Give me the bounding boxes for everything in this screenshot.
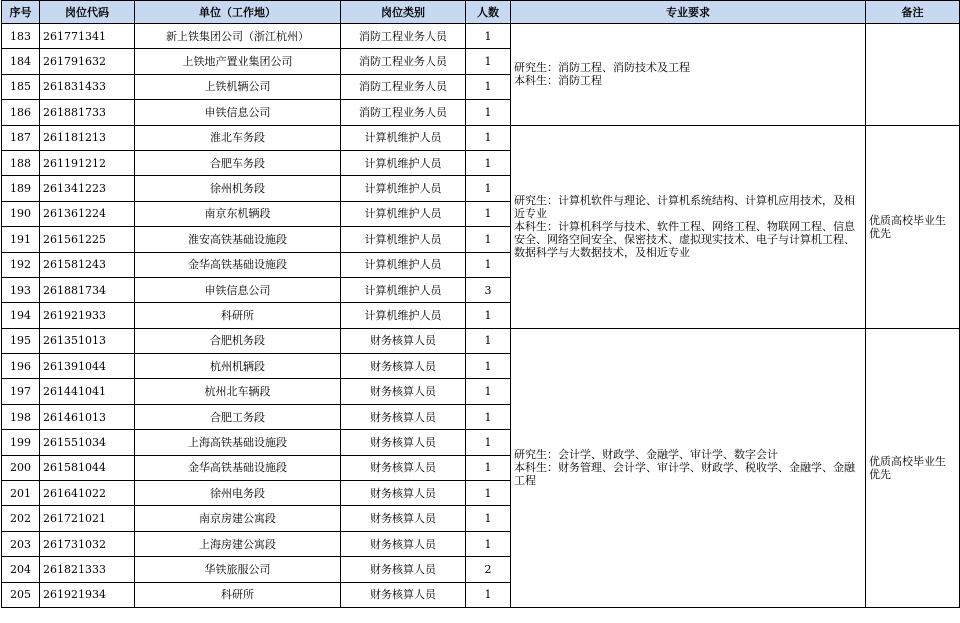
cell-code: 261461013 bbox=[40, 404, 135, 429]
cell-unit: 上海房建公寓段 bbox=[135, 531, 341, 556]
cell-unit: 合肥机务段 bbox=[135, 328, 341, 353]
cell-unit: 南京东机辆段 bbox=[135, 201, 341, 226]
cell-unit: 杭州北车辆段 bbox=[135, 379, 341, 404]
cell-code: 261881733 bbox=[40, 100, 135, 125]
cell-code: 261881734 bbox=[40, 277, 135, 302]
cell-seq: 184 bbox=[2, 49, 40, 74]
cell-seq: 192 bbox=[2, 252, 40, 277]
cell-code: 261771341 bbox=[40, 24, 135, 49]
cell-code: 261561225 bbox=[40, 227, 135, 252]
cell-unit: 上海高铁基础设施段 bbox=[135, 430, 341, 455]
positions-table bbox=[1, 0, 960, 608]
cell-unit: 申铁信息公司 bbox=[135, 100, 341, 125]
cell-code: 261821333 bbox=[40, 557, 135, 582]
cell-category: 财务核算人员 bbox=[341, 404, 466, 429]
cell-unit: 科研所 bbox=[135, 582, 341, 607]
cell-seq: 185 bbox=[2, 74, 40, 99]
cell-count: 1 bbox=[466, 49, 511, 74]
cell-unit: 科研所 bbox=[135, 303, 341, 328]
cell-category: 消防工程业务人员 bbox=[341, 100, 466, 125]
cell-seq: 205 bbox=[2, 582, 40, 607]
cell-unit: 徐州机务段 bbox=[135, 176, 341, 201]
cell-seq: 189 bbox=[2, 176, 40, 201]
cell-count: 1 bbox=[466, 74, 511, 99]
cell-seq: 194 bbox=[2, 303, 40, 328]
header-category: 岗位类别 bbox=[341, 1, 466, 24]
cell-category: 财务核算人员 bbox=[341, 557, 466, 582]
cell-category: 计算机维护人员 bbox=[341, 201, 466, 226]
cell-category: 消防工程业务人员 bbox=[341, 24, 466, 49]
cell-count: 3 bbox=[466, 277, 511, 302]
cell-category: 计算机维护人员 bbox=[341, 227, 466, 252]
cell-seq: 202 bbox=[2, 506, 40, 531]
cell-unit: 新上铁集团公司（浙江杭州） bbox=[135, 24, 341, 49]
cell-seq: 203 bbox=[2, 531, 40, 556]
cell-unit: 金华高铁基础设施段 bbox=[135, 455, 341, 480]
cell-seq: 186 bbox=[2, 100, 40, 125]
cell-category: 财务核算人员 bbox=[341, 328, 466, 353]
table-body bbox=[2, 24, 960, 608]
cell-unit: 合肥车务段 bbox=[135, 150, 341, 175]
cell-category: 财务核算人员 bbox=[341, 379, 466, 404]
cell-code: 261831433 bbox=[40, 74, 135, 99]
cell-unit: 南京房建公寓段 bbox=[135, 506, 341, 531]
cell-count: 1 bbox=[466, 582, 511, 607]
cell-code: 261391044 bbox=[40, 354, 135, 379]
cell-seq: 196 bbox=[2, 354, 40, 379]
cell-category: 计算机维护人员 bbox=[341, 303, 466, 328]
cell-category: 财务核算人员 bbox=[341, 531, 466, 556]
cell-count: 1 bbox=[466, 354, 511, 379]
cell-unit: 申铁信息公司 bbox=[135, 277, 341, 302]
cell-seq: 187 bbox=[2, 125, 40, 150]
header-row bbox=[2, 1, 960, 24]
cell-unit: 杭州机辆段 bbox=[135, 354, 341, 379]
cell-unit: 华铁旅服公司 bbox=[135, 557, 341, 582]
cell-code: 261791632 bbox=[40, 49, 135, 74]
cell-count: 1 bbox=[466, 481, 511, 506]
cell-count: 1 bbox=[466, 379, 511, 404]
cell-category: 财务核算人员 bbox=[341, 481, 466, 506]
table-row bbox=[2, 328, 960, 353]
cell-category: 计算机维护人员 bbox=[341, 277, 466, 302]
cell-code: 261641022 bbox=[40, 481, 135, 506]
cell-code: 261921933 bbox=[40, 303, 135, 328]
cell-seq: 195 bbox=[2, 328, 40, 353]
cell-code: 261191212 bbox=[40, 150, 135, 175]
table-row bbox=[2, 125, 960, 150]
cell-unit: 合肥工务段 bbox=[135, 404, 341, 429]
cell-seq: 201 bbox=[2, 481, 40, 506]
cell-count: 1 bbox=[466, 125, 511, 150]
cell-category: 财务核算人员 bbox=[341, 506, 466, 531]
cell-count: 1 bbox=[466, 531, 511, 556]
cell-code: 261581243 bbox=[40, 252, 135, 277]
table-row bbox=[2, 24, 960, 49]
cell-unit: 上铁地产置业集团公司 bbox=[135, 49, 341, 74]
cell-count: 2 bbox=[466, 557, 511, 582]
cell-code: 261921934 bbox=[40, 582, 135, 607]
cell-seq: 198 bbox=[2, 404, 40, 429]
cell-category: 财务核算人员 bbox=[341, 455, 466, 480]
cell-code: 261361224 bbox=[40, 201, 135, 226]
cell-code: 261181213 bbox=[40, 125, 135, 150]
cell-requirement: 研究生：消防工程、消防技术及工程 本科生：消防工程 bbox=[511, 24, 866, 126]
cell-category: 消防工程业务人员 bbox=[341, 49, 466, 74]
cell-category: 计算机维护人员 bbox=[341, 252, 466, 277]
header-requirement: 专业要求 bbox=[511, 1, 866, 24]
cell-unit: 淮安高铁基础设施段 bbox=[135, 227, 341, 252]
cell-count: 1 bbox=[466, 303, 511, 328]
cell-requirement: 研究生：计算机软件与理论、计算机系统结构、计算机应用技术，及相近专业 本科生：计算机科学与技术、软件工程、网络工程、物联网工程、信息安全、网络空间安全、保密技术、虚拟现实技术、电子与计算机工程、数据科学与大数据技术，及相近专业 bbox=[511, 125, 866, 328]
cell-code: 261731032 bbox=[40, 531, 135, 556]
header-unit: 单位（工作地） bbox=[135, 1, 341, 24]
cell-unit: 金华高铁基础设施段 bbox=[135, 252, 341, 277]
cell-code: 261721021 bbox=[40, 506, 135, 531]
cell-count: 1 bbox=[466, 506, 511, 531]
header-note: 备注 bbox=[866, 1, 960, 24]
cell-seq: 197 bbox=[2, 379, 40, 404]
cell-seq: 183 bbox=[2, 24, 40, 49]
cell-category: 计算机维护人员 bbox=[341, 125, 466, 150]
cell-note: 优质高校毕业生优先 bbox=[866, 125, 960, 328]
cell-seq: 190 bbox=[2, 201, 40, 226]
cell-code: 261351013 bbox=[40, 328, 135, 353]
cell-count: 1 bbox=[466, 227, 511, 252]
cell-unit: 上铁机辆公司 bbox=[135, 74, 341, 99]
cell-seq: 191 bbox=[2, 227, 40, 252]
cell-category: 计算机维护人员 bbox=[341, 150, 466, 175]
cell-count: 1 bbox=[466, 404, 511, 429]
cell-unit: 淮北车务段 bbox=[135, 125, 341, 150]
cell-code: 261581044 bbox=[40, 455, 135, 480]
cell-count: 1 bbox=[466, 100, 511, 125]
cell-code: 261551034 bbox=[40, 430, 135, 455]
cell-count: 1 bbox=[466, 430, 511, 455]
cell-category: 计算机维护人员 bbox=[341, 176, 466, 201]
cell-count: 1 bbox=[466, 24, 511, 49]
cell-requirement: 研究生：会计学、财政学、金融学、审计学、数字会计 本科生：财务管理、会计学、审计学、财政学、税收学、金融学、金融工程 bbox=[511, 328, 866, 607]
cell-count: 1 bbox=[466, 252, 511, 277]
cell-category: 消防工程业务人员 bbox=[341, 74, 466, 99]
cell-count: 1 bbox=[466, 150, 511, 175]
cell-seq: 199 bbox=[2, 430, 40, 455]
cell-count: 1 bbox=[466, 201, 511, 226]
cell-note: 优质高校毕业生优先 bbox=[866, 328, 960, 607]
cell-seq: 200 bbox=[2, 455, 40, 480]
header-seq: 序号 bbox=[2, 1, 40, 24]
cell-category: 财务核算人员 bbox=[341, 582, 466, 607]
cell-category: 财务核算人员 bbox=[341, 354, 466, 379]
cell-seq: 188 bbox=[2, 150, 40, 175]
cell-count: 1 bbox=[466, 328, 511, 353]
cell-unit: 徐州电务段 bbox=[135, 481, 341, 506]
cell-code: 261341223 bbox=[40, 176, 135, 201]
cell-count: 1 bbox=[466, 455, 511, 480]
cell-note bbox=[866, 24, 960, 126]
cell-category: 财务核算人员 bbox=[341, 430, 466, 455]
header-count: 人数 bbox=[466, 1, 511, 24]
header-code: 岗位代码 bbox=[40, 1, 135, 24]
cell-count: 1 bbox=[466, 176, 511, 201]
cell-seq: 204 bbox=[2, 557, 40, 582]
cell-seq: 193 bbox=[2, 277, 40, 302]
cell-code: 261441041 bbox=[40, 379, 135, 404]
